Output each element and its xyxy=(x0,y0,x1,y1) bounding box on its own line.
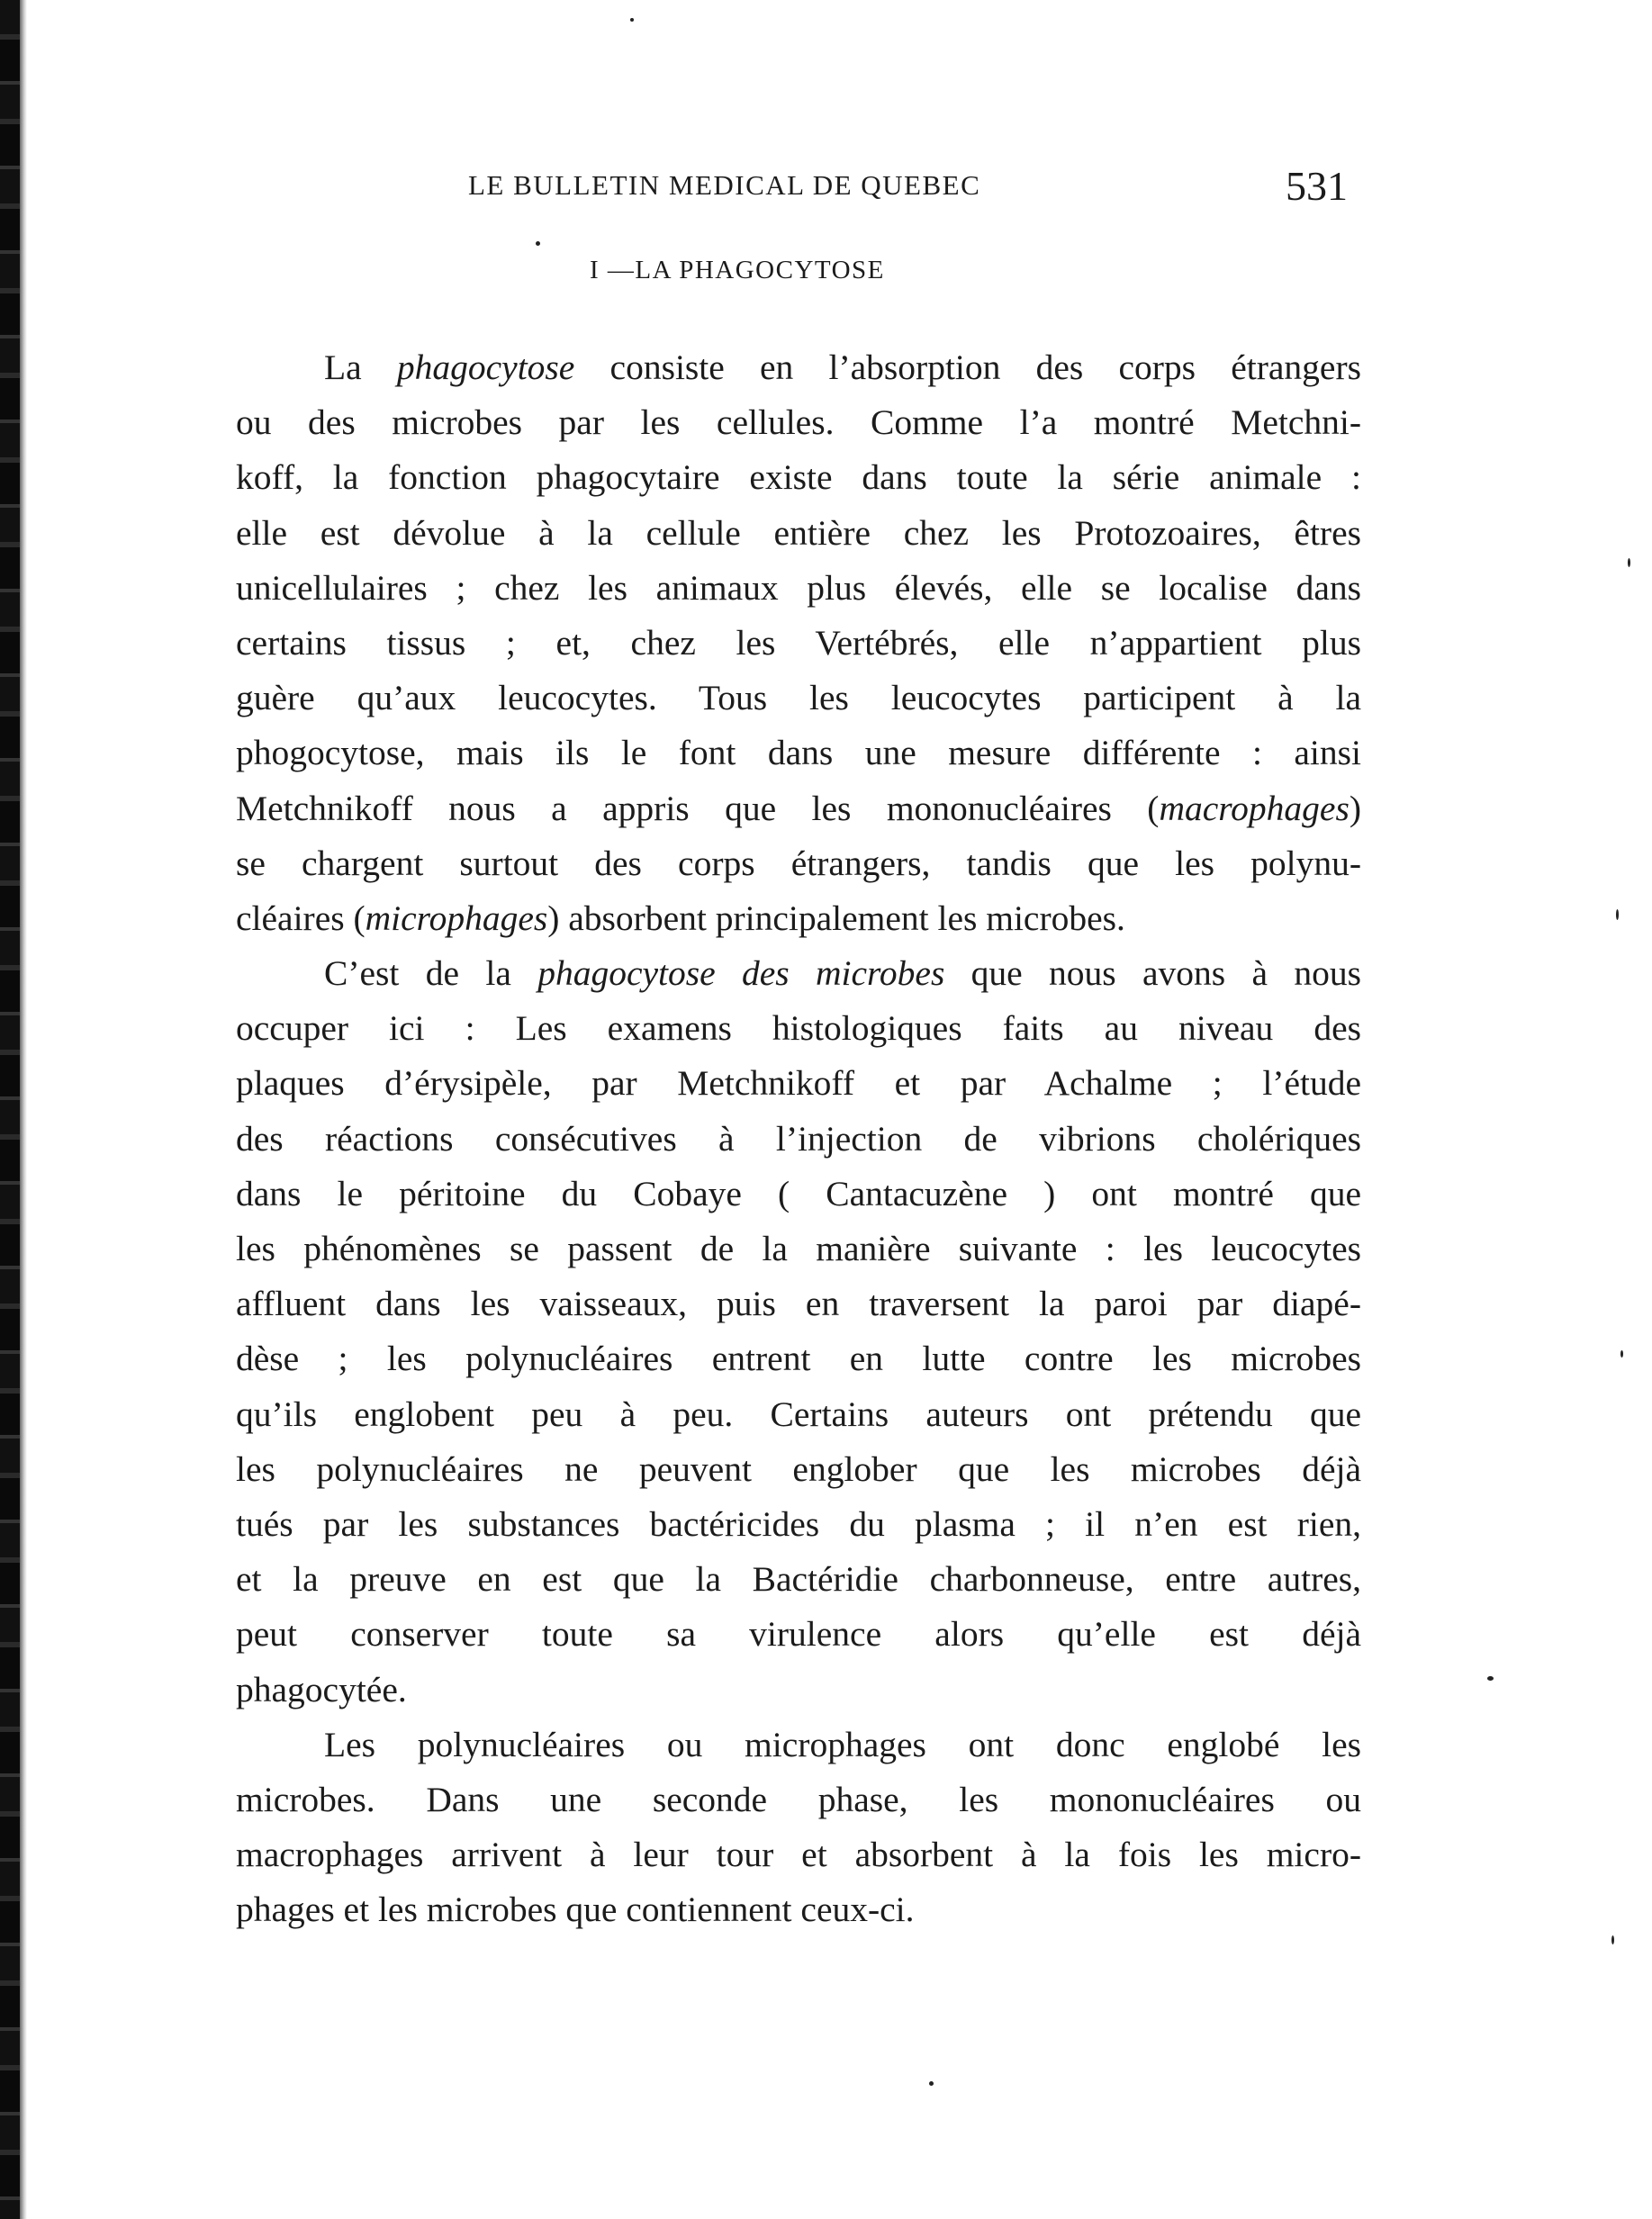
scan-speck xyxy=(1628,558,1630,567)
text-line: dans le péritoine du Cobaye ( Cantacuzène ) ont montré que xyxy=(236,1173,1361,1213)
text-line: tués par les substances bactéricides du plasma ; il n’en est rien, xyxy=(236,1503,1361,1544)
text-line: se chargent surtout des corps étrangers, tandis que les polynu- xyxy=(236,843,1361,883)
text-line: phagocytée. xyxy=(236,1669,407,1709)
scan-speck xyxy=(1487,1676,1494,1681)
scan-speck xyxy=(929,2081,934,2086)
text-line: elle est dévolue à la cellule entière chez les Protozoaires, êtres xyxy=(236,512,1361,553)
text-line: Les polynucléaires ou microphages ont donc englobé les xyxy=(324,1724,1361,1764)
text-line: koff, la fonction phagocytaire existe dans toute la série animale : xyxy=(236,457,1361,498)
text-line: microbes. Dans une seconde phase, les mononucléaires ou xyxy=(236,1779,1361,1819)
text-line: certains tissus ; et, chez les Vertébrés, elle n’appartient plus xyxy=(236,622,1361,663)
text-line: unicellulaires ; chez les animaux plus élevés, elle se localise dans xyxy=(236,567,1361,608)
running-head xyxy=(468,169,1116,214)
text-line: et la preuve en est que la Bactéridie charbonneuse, entre autres, xyxy=(236,1559,1361,1600)
text-line: phages et les microbes que contiennent ceux-ci. xyxy=(236,1890,915,1930)
scan-speck xyxy=(1611,1935,1614,1944)
text-line: occuper ici : Les examens histologiques faits au niveau des xyxy=(236,1008,1361,1049)
paragraph-1 xyxy=(236,340,1361,946)
text-line: macrophages arrivent à leur tour et absorbent à la fois les micro- xyxy=(236,1835,1361,1875)
text-line: des réactions consécutives à l’injection de vibrions cholériques xyxy=(236,1118,1361,1159)
scan-speck xyxy=(536,241,540,246)
text-line: ou des microbes par les cellules. Comme l’a montré Metchni- xyxy=(236,402,1361,443)
text-line: guère qu’aux leucocytes. Tous les leucocytes participent à la xyxy=(236,678,1361,718)
paragraph-2 xyxy=(236,946,1361,1718)
text-line: La phagocytose consiste en l’absorption des corps étrangers xyxy=(324,347,1361,387)
text-line: C’est de la phagocytose des microbes que nous avons à nous xyxy=(324,953,1361,994)
paragraph-3 xyxy=(236,1718,1361,1938)
text-line: plaques d’érysipèle, par Metchnikoff et par Achalme ; l’étude xyxy=(236,1063,1361,1104)
text-line: les polynucléaires ne peuvent englober que les microbes déjà xyxy=(236,1448,1361,1489)
scan-speck xyxy=(1620,1350,1623,1358)
scan-speck xyxy=(1616,909,1619,920)
text-line: Metchnikoff nous a appris que les mononucléaires (macrophages) xyxy=(236,788,1361,828)
scan-speck xyxy=(630,18,634,22)
text-line: affluent dans les vaisseaux, puis en traversent la paroi par diapé- xyxy=(236,1284,1361,1324)
scanned-page-gutter-shadow xyxy=(20,0,27,2219)
section-heading: I —LA PHAGOCYTOSE xyxy=(590,256,885,284)
running-title: LE BULLETIN MEDICAL DE QUEBEC xyxy=(468,169,981,201)
text-line: cléaires (microphages) absorbent principalement les microbes. xyxy=(236,898,1125,938)
text-line: les phénomènes se passent de la manière suivante : les leucocytes xyxy=(236,1229,1361,1268)
text-line: phogocytose, mais ils le font dans une mesure différente : ainsi xyxy=(236,733,1361,773)
text-line: qu’ils englobent peu à peu. Certains auteurs ont prétendu que xyxy=(236,1394,1361,1434)
text-line: peut conserver toute sa virulence alors qu’elle est déjà xyxy=(236,1614,1361,1655)
page-number: 531 xyxy=(1286,163,1348,209)
body-text xyxy=(236,340,1361,1937)
scanned-page-binding-edge xyxy=(0,0,20,2219)
text-line: dèse ; les polynucléaires entrent en lutte contre les microbes xyxy=(236,1339,1361,1379)
